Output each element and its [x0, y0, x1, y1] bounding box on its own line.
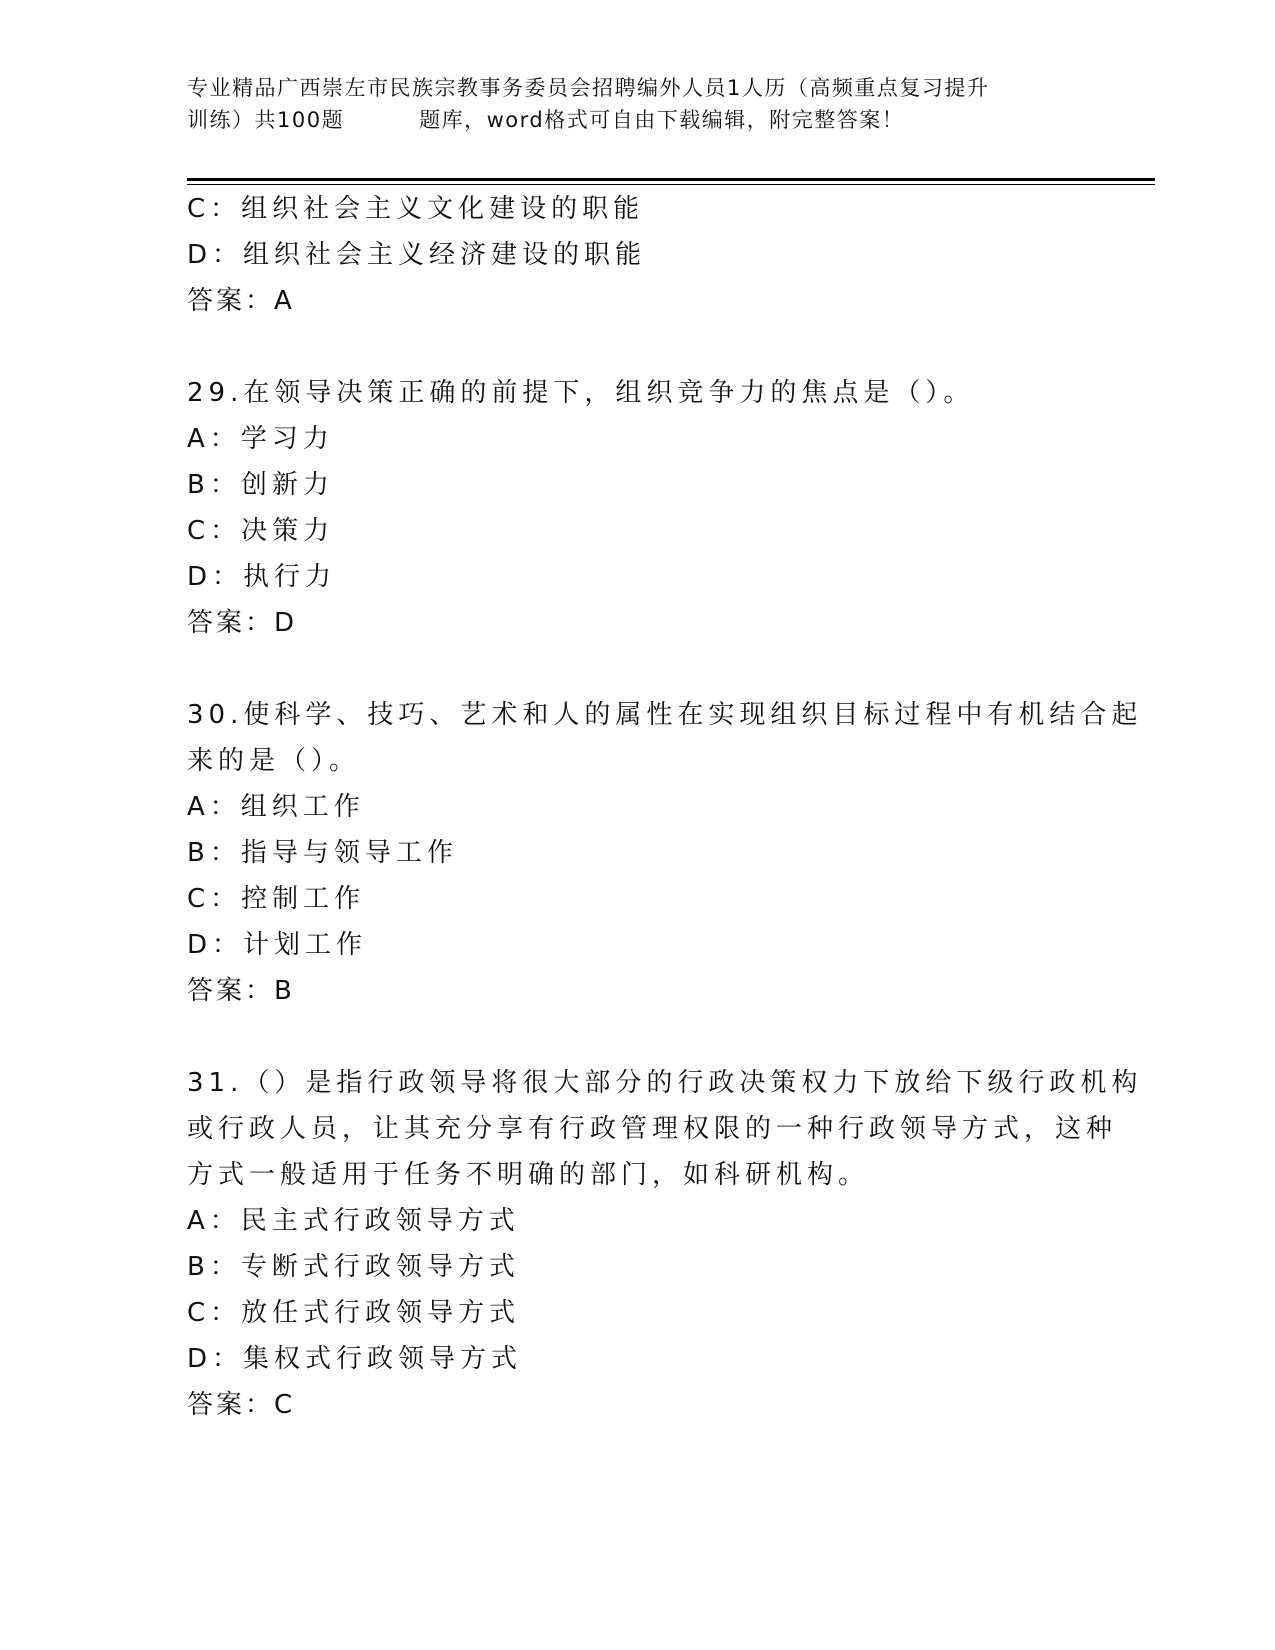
header-title-part-a: 训练）共100题	[187, 108, 345, 132]
option-b: B：指导与领导工作	[187, 838, 458, 868]
question-list	[187, 186, 1143, 1428]
header-divider-thin	[187, 184, 1155, 185]
option-a: A：学习力	[187, 424, 334, 454]
option-d: D：计划工作	[187, 930, 368, 960]
option-b: B：专断式行政领导方式	[187, 1252, 520, 1282]
option-a: A：民主式行政领导方式	[187, 1206, 520, 1236]
option-d: D：组织社会主义经济建设的职能	[187, 240, 647, 270]
option-b: B：创新力	[187, 470, 334, 500]
question-stem-line-3: 方式一般适用于任务不明确的部门，如科研机构。	[187, 1160, 870, 1190]
answer-line: 答案：B	[187, 976, 295, 1006]
header-title-line-2	[187, 104, 1087, 136]
option-c: C：组织社会主义文化建设的职能	[187, 194, 645, 224]
question-stem-line-2: 或行政人员，让其充分享有行政管理权限的一种行政领导方式，这种	[187, 1114, 1118, 1144]
spacer	[187, 646, 1087, 692]
spacer	[187, 324, 1087, 370]
answer-line: 答案：C	[187, 1390, 296, 1420]
header-title-part-b: 题库，word格式可自由下载编辑，附完整答案！	[419, 108, 905, 132]
document-header	[187, 72, 1087, 136]
header-title-line-1: 专业精品广西崇左市民族宗教事务委员会招聘编外人员1人历（高频重点复习提升	[187, 76, 990, 100]
spacer	[187, 1014, 1087, 1060]
option-c: C：决策力	[187, 516, 335, 546]
question-stem-line-2: 来的是（）。	[187, 746, 361, 776]
question-stem-line-1: 31.（）是指行政领导将很大部分的行政决策权力下放给下级行政机构	[187, 1068, 1143, 1098]
header-divider-thick	[187, 178, 1155, 181]
question-block-31	[187, 1060, 1143, 1428]
answer-line: 答案：A	[187, 286, 295, 316]
question-block-previous	[187, 186, 1087, 324]
option-d: D：执行力	[187, 562, 337, 592]
option-a: A：组织工作	[187, 792, 365, 822]
answer-line: 答案：D	[187, 608, 298, 638]
option-c: C：放任式行政领导方式	[187, 1298, 521, 1328]
option-d: D：集权式行政领导方式	[187, 1344, 523, 1374]
option-c: C：控制工作	[187, 884, 366, 914]
question-block-30	[187, 692, 1143, 1014]
question-stem: 29.在领导决策正确的前提下，组织竞争力的焦点是（）。	[187, 378, 975, 408]
question-block-29	[187, 370, 1087, 646]
question-stem-line-1: 30.使科学、技巧、艺术和人的属性在实现组织目标过程中有机结合起	[187, 700, 1143, 730]
